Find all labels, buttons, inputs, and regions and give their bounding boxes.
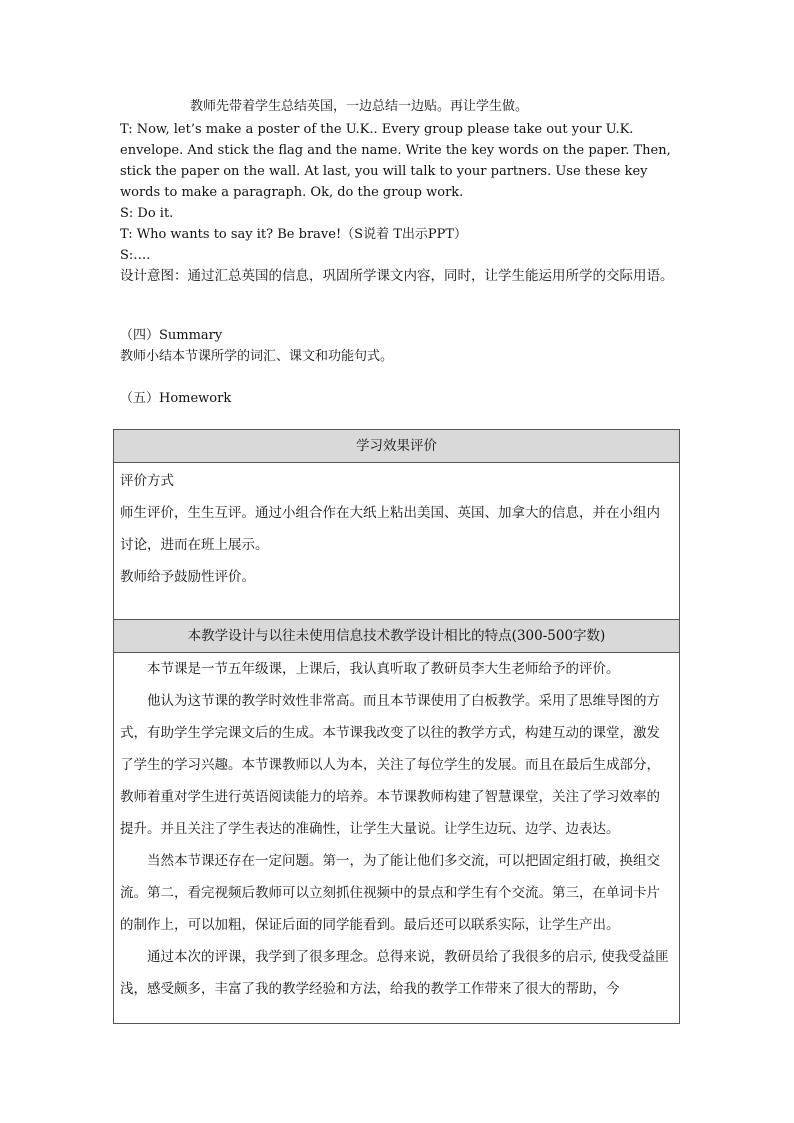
table-header-features: 本教学设计与以往未使用信息技术教学设计相比的特点(300-500字数) xyxy=(114,620,680,653)
intro-section xyxy=(120,96,676,287)
evaluation-table xyxy=(113,429,680,1024)
paragraph-1: 本节课是一节五年级课，上课后，我认真听取了教研员李大生老师给予的评价。 xyxy=(147,661,620,677)
paragraph-3: 当然本节课还存在一定问题。第一，为了能让他们多交流，可以把固定组打破，换组交流。第二，看完视频后教师可以立刻抓住视频中的景点和学生有个交流。第三，在单词卡片的制作上，可以加粗，保证后面的同学能看到。最后还可以联系实际，让学生产出。 xyxy=(120,853,660,933)
summary-section xyxy=(120,325,676,367)
method-text: 师生评价，生生互评。通过小组合作在大纸上粘出美国、英国、加拿大的信息，并在小组内讨论，进而在班上展示。 xyxy=(120,505,660,553)
summary-heading: （四）Summary xyxy=(120,328,223,343)
homework-section xyxy=(120,388,676,409)
features-cell xyxy=(114,653,680,1024)
method-label: 评价方式 xyxy=(120,473,174,489)
teacher-line-1: T: Now, let’s make a poster of the U.K.. Every group please take out your U.K. envelope. And stick the flag and the name. Write the key words on the paper. Then, stick the paper on the wall. At last, you will talk to your partners. Use these key words to make a paragraph. Ok, do the group work. xyxy=(120,122,671,200)
homework-heading: （五）Homework xyxy=(120,391,232,406)
teacher-line-2: T: Who wants to say it? Be brave!（S说着 T出示PPT） xyxy=(120,227,468,242)
intro-line: 教师先带着学生总结英国，一边总结一边贴。再让学生做。 xyxy=(190,99,529,114)
student-line-1: S: Do it. xyxy=(120,206,174,221)
student-line-2: S:…. xyxy=(120,248,151,263)
design-intent: 设计意图：通过汇总英国的信息，巩固所学课文内容，同时，让学生能运用所学的交际用语。 xyxy=(120,268,674,284)
teacher-evaluation: 教师给予鼓励性评价。 xyxy=(120,569,255,585)
evaluation-cell xyxy=(114,463,680,620)
paragraph-4: 通过本次的评课，我学到了很多理念。总得来说，教研员给了我很多的启示, 使我受益匪浅，感受颇多，丰富了我的教学经验和方法，给我的教学工作带来了很大的帮助，今 xyxy=(120,949,669,997)
paragraph-2: 他认为这节课的教学时效性非常高。而且本节课使用了白板教学。采用了思维导图的方式，有助学生学完课文后的生成。本节课我改变了以往的教学方式，构建互动的课堂，激发了学生的学习兴趣。本节课教师以人为本，关注了每位学生的发展。而且在最后生成部分，教师着重对学生进行英语阅读能力的培养。本节课教师构建了智慧课堂，关注了学习效率的提升。并且关注了学生表达的准确性，让学生大量说。让学生边玩、边学、边表达。 xyxy=(120,693,660,837)
table-header-effect: 学习效果评价 xyxy=(114,430,680,463)
summary-text: 教师小结本节课所学的词汇、课文和功能句式。 xyxy=(120,349,394,364)
